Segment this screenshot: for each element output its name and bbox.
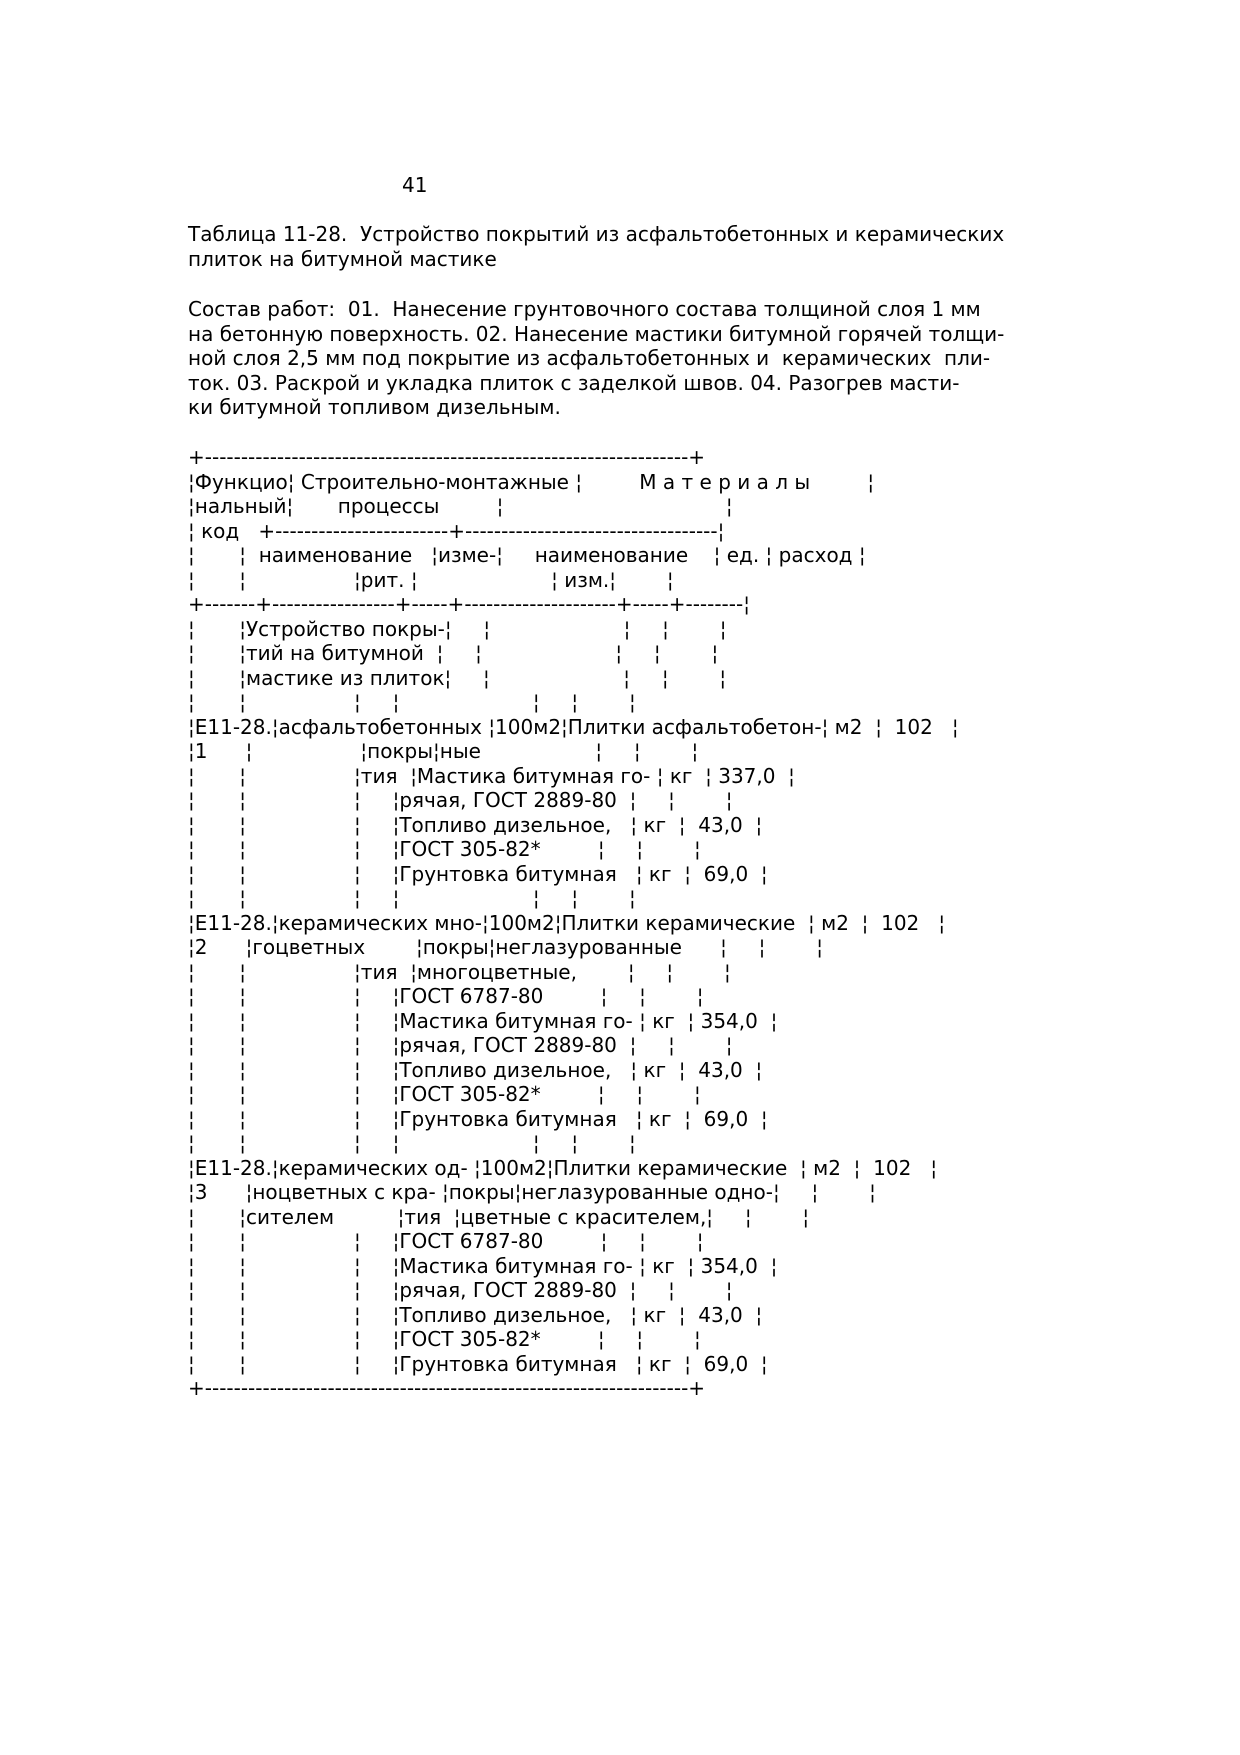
table-text-line: ¦ ¦мастике из плиток¦ ¦ ¦ ¦ ¦: [188, 665, 727, 690]
table-text-line: ¦ ¦ ¦ ¦Грунтовка битумная ¦ кг ¦ 69,0 ¦: [188, 861, 768, 886]
work-line: ток. 03. Раскрой и укладка плиток с заделкой швов. 04. Разогрев масти-: [188, 370, 960, 395]
table-text-line: ¦ ¦ ¦ ¦Топливо дизельное, ¦ кг ¦ 43,0 ¦: [188, 1057, 763, 1082]
table-text-line: ¦ ¦ ¦ ¦рячая, ГОСТ 2889-80 ¦ ¦ ¦: [188, 1278, 733, 1302]
table-text-line: +-------------------------------------------------------------------+: [188, 1376, 706, 1400]
table-text-line: ¦ ¦ ¦ ¦ГОСТ 6787-80 ¦ ¦ ¦: [188, 1229, 704, 1253]
table-text-line: ¦ ¦тий на битумной ¦ ¦ ¦ ¦ ¦: [188, 641, 719, 665]
work-line: Состав работ: 01. Нанесение грунтовочного состава толщиной слоя 1 мм: [188, 297, 981, 321]
caption-line: плиток на битумной мастике: [188, 246, 497, 271]
table-text-line: ¦Е11-28.¦керамических од- ¦100м2¦Плитки керамические ¦ м2 ¦ 102 ¦: [188, 1155, 938, 1180]
work-line: на бетонную поверхность. 02. Нанесение мастики битумной горячей толщи-: [188, 321, 1005, 346]
table-text-line: +-------+-----------------+-----+---------------------+-----+--------¦: [188, 592, 750, 616]
table-text-line: ¦ ¦Устройство покры-¦ ¦ ¦ ¦ ¦: [188, 616, 727, 641]
table-text-line: ¦3 ¦ноцветных с кра- ¦покры¦неглазурованные одно-¦ ¦ ¦: [188, 1180, 876, 1204]
materials-table: [188, 445, 959, 1401]
page-number: 41: [402, 173, 428, 197]
table-text-line: ¦Е11-28.¦керамических мно-¦100м2¦Плитки керамические ¦ м2 ¦ 102 ¦: [188, 910, 946, 935]
table-text-line: ¦1 ¦ ¦покры¦ные ¦ ¦ ¦: [188, 739, 699, 763]
table-caption: [188, 222, 1004, 271]
table-text-line: ¦ ¦ ¦ ¦Грунтовка битумная ¦ кг ¦ 69,0 ¦: [188, 1106, 768, 1131]
table-text-line: ¦нальный¦ процессы ¦ ¦: [188, 494, 733, 518]
table-text-line: ¦ ¦ ¦ ¦Топливо дизельное, ¦ кг ¦ 43,0 ¦: [188, 812, 763, 837]
table-text-line: ¦ ¦ ¦ ¦рячая, ГОСТ 2889-80 ¦ ¦ ¦: [188, 1033, 733, 1057]
table-text-line: ¦ ¦ ¦тия ¦Мастика битумная го- ¦ кг ¦ 337,0 ¦: [188, 763, 795, 788]
table-text-line: ¦ ¦ ¦ ¦Мастика битумная го- ¦ кг ¦ 354,0 ¦: [188, 1253, 778, 1278]
table-text-line: ¦ ¦сителем ¦тия ¦цветные с красителем,¦ ¦ ¦: [188, 1204, 810, 1229]
table-text-line: ¦ ¦ ¦тия ¦многоцветные, ¦ ¦ ¦: [188, 959, 731, 984]
table-text-line: ¦ ¦ ¦ ¦ГОСТ 6787-80 ¦ ¦ ¦: [188, 984, 704, 1008]
table-text-line: ¦ ¦ ¦ ¦Мастика битумная го- ¦ кг ¦ 354,0 ¦: [188, 1008, 778, 1033]
table-text-line: ¦ ¦ ¦ ¦ГОСТ 305-82* ¦ ¦ ¦: [188, 1082, 701, 1106]
work-line: ной слоя 2,5 мм под покрытие из асфальтобетонных и керамических пли-: [188, 346, 991, 370]
work-line: ки битумной топливом дизельным.: [188, 395, 561, 419]
table-text-line: ¦2 ¦гоцветных ¦покры¦неглазурованные ¦ ¦ ¦: [188, 935, 823, 959]
table-text-line: ¦ ¦ ¦ ¦ ¦ ¦ ¦: [188, 690, 636, 714]
table-text-line: ¦ ¦ ¦ ¦ ¦ ¦ ¦: [188, 1131, 636, 1155]
table-text-line: ¦ ¦ ¦рит. ¦ ¦ изм.¦ ¦: [188, 567, 674, 592]
table-text-line: ¦ ¦ ¦ ¦рячая, ГОСТ 2889-80 ¦ ¦ ¦: [188, 788, 733, 812]
table-text-line: ¦Функцио¦ Строительно-монтажные ¦ М а т е р и а л ы ¦: [188, 469, 875, 494]
table-text-line: ¦Е11-28.¦асфальтобетонных ¦100м2¦Плитки асфальтобетон-¦ м2 ¦ 102 ¦: [188, 714, 959, 739]
table-text-line: ¦ ¦ ¦ ¦Грунтовка битумная ¦ кг ¦ 69,0 ¦: [188, 1351, 768, 1376]
table-text-line: +-------------------------------------------------------------------+: [188, 445, 706, 469]
caption-line: Таблица 11-28. Устройство покрытий из асфальтобетонных и керамических: [188, 222, 1005, 246]
work-composition: [188, 297, 1004, 420]
table-text-line: ¦ ¦ ¦ ¦ ¦ ¦ ¦: [188, 886, 636, 910]
table-text-line: ¦ ¦ ¦ ¦ГОСТ 305-82* ¦ ¦ ¦: [188, 1327, 701, 1351]
table-text-line: ¦ ¦ ¦ ¦ГОСТ 305-82* ¦ ¦ ¦: [188, 837, 701, 861]
table-text-line: ¦ код +------------------------+-----------------------------------¦: [188, 518, 725, 543]
table-text-line: ¦ ¦ наименование ¦изме-¦ наименование ¦ ед. ¦ расход ¦: [188, 543, 866, 567]
table-text-line: ¦ ¦ ¦ ¦Топливо дизельное, ¦ кг ¦ 43,0 ¦: [188, 1302, 763, 1327]
